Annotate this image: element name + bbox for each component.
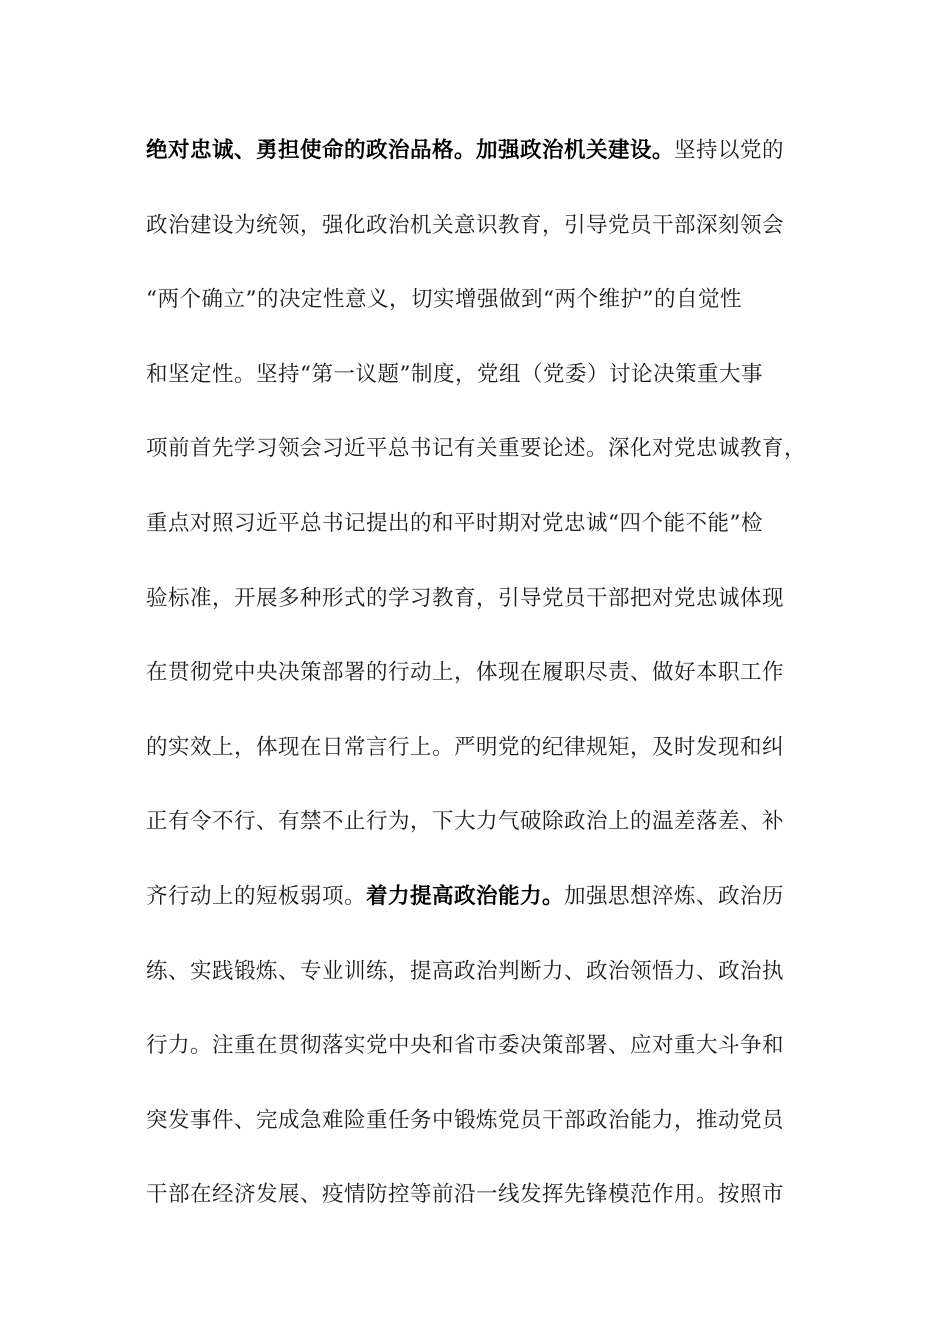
line-text: 项前首先学习领会习近平总书记有关重要论述。深化对党忠诚教育， [146,436,807,462]
line-text: 政治建设为统领，强化政治机关意识教育，引导党员干部深刻领会 [146,212,785,238]
text-line [146,1096,806,1171]
line-text: 干部在经济发展、疫情防控等前沿一线发挥先锋模范作用。按照市 [146,1182,785,1208]
text-line [146,499,806,574]
line-text: 和坚定性。坚持“第一议题”制度，党组（党委）讨论决策重大事 [146,361,763,387]
bold-heading: 着力提高政治能力。 [366,883,565,909]
line-text: 练、实践锻炼、专业训练，提高政治判断力、政治领悟力、政治执 [146,958,785,984]
line-text: 在贯彻党中央决策部署的行动上，体现在履职尽责、做好本职工作 [146,660,785,686]
line-text: 齐行动上的短板弱项。 [146,883,367,909]
text-line [146,574,806,649]
line-text: 行力。注重在贯彻落实党中央和省市委决策部署、应对重大斗争和 [146,1033,785,1059]
line-text: 正有令不行、有禁不止行为，下大力气破除政治上的温差落差、补 [146,809,785,835]
text-line [146,275,806,350]
text-line [146,350,806,425]
line-text: 坚持以党的 [674,138,785,163]
text-line [146,126,806,201]
text-line [146,872,806,947]
text-line [146,797,806,872]
line-text: 验标准，开展多种形式的学习教育，引导党员干部把对党忠诚体现 [146,585,785,611]
text-line [146,947,806,1022]
text-line [146,1021,806,1096]
line-text: 的实效上，体现在日常言行上。严明党的纪律规矩，及时发现和纠 [146,734,785,760]
body-text [146,126,806,1245]
line-text: 加强思想淬炼、政治历 [564,883,785,909]
text-line [146,648,806,723]
line-text: 突发事件、完成急难险重任务中锻炼党员干部政治能力，推动党员 [146,1107,785,1133]
bold-heading: 绝对忠诚、勇担使命的政治品格。加强政治机关建设。 [146,138,675,163]
line-text: “两个确立”的决定性意义，切实增强做到“两个维护”的自觉性 [146,287,742,313]
line-text: 重点对照习近平总书记提出的和平时期对党忠诚“四个能不能”检 [146,510,763,536]
text-line [146,1170,806,1245]
text-line [146,201,806,276]
text-line [146,723,806,798]
text-line [146,424,806,499]
